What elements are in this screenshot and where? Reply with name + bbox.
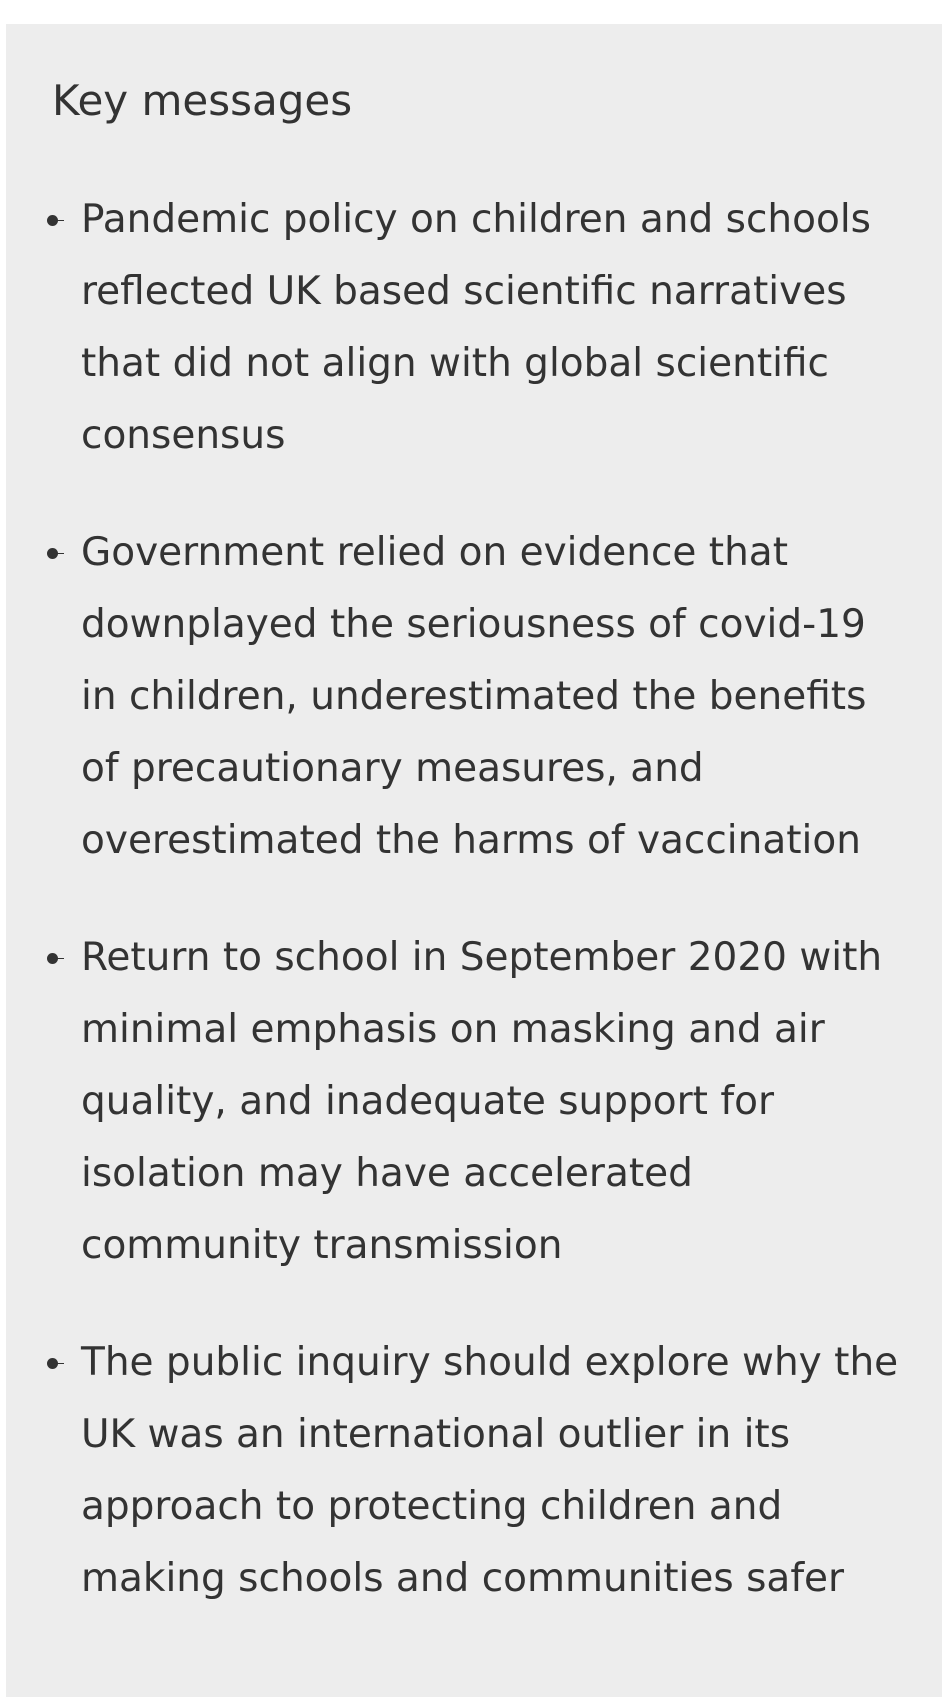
key-messages-box	[6, 24, 942, 1697]
list-item	[6, 184, 942, 472]
bullet-icon	[47, 953, 58, 964]
list-item	[6, 922, 942, 1282]
list-item-text: The public inquiry should explore why the UK was an international outlier in its approach to protecting children and making schools and communities safer	[81, 1340, 899, 1601]
list-item-text: Government relied on evidence that downplayed the seriousness of covid-19 in children, underestimated the benefits of precautionary measures, and overestimated the harms of vaccination	[81, 530, 867, 863]
list-item	[6, 1327, 942, 1615]
list-item-text: Pandemic policy on children and schools reflected UK based scientific narratives that did not align with global scientific consensus	[81, 197, 871, 458]
key-messages-list	[6, 184, 942, 1660]
bullet-icon	[47, 548, 58, 559]
bullet-icon	[47, 215, 58, 226]
bullet-icon	[47, 1358, 58, 1369]
box-title: Key messages	[52, 76, 353, 125]
list-item-text: Return to school in September 2020 with minimal emphasis on masking and air quality, and inadequate support for isolation may have accelerated community transmission	[81, 935, 883, 1268]
list-item	[6, 517, 942, 877]
